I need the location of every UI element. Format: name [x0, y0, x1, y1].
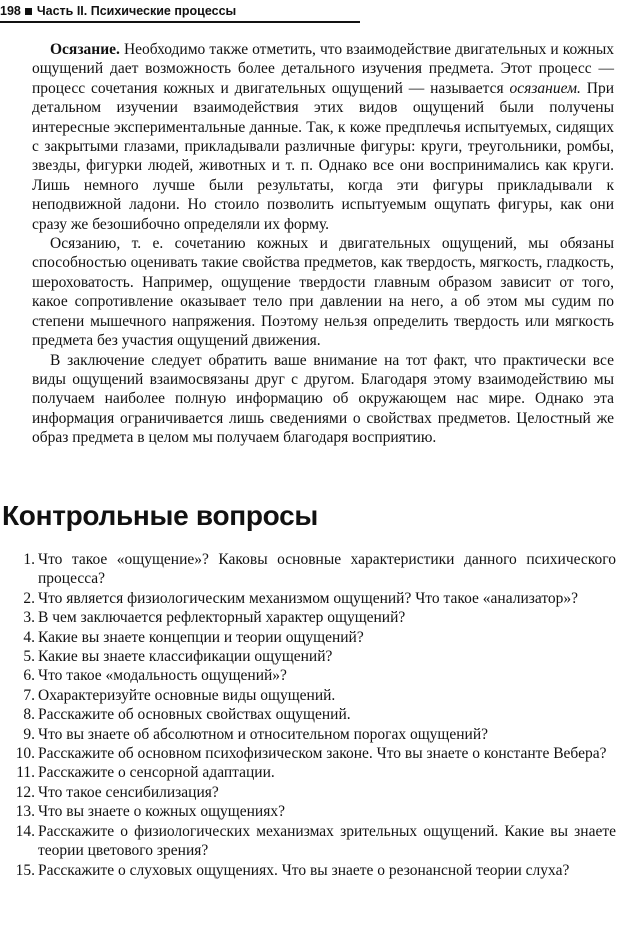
question-text: Какие вы знаете классификации ощущений?: [38, 648, 333, 666]
question-text: Что такое «модальность ощущений»?: [38, 667, 287, 685]
question-text: Что вы знаете об абсолютном и относительном порогах ощущений?: [38, 725, 489, 743]
square-bullet-icon: [25, 8, 32, 15]
question-item: [12, 763, 616, 782]
question-item: [12, 589, 616, 608]
questions-list: [12, 550, 616, 880]
question-item: [12, 686, 616, 705]
question-item: [12, 861, 616, 880]
question-item: [12, 550, 616, 589]
question-number: 15.: [15, 861, 35, 879]
question-text: В чем заключается рефлекторный характер ощущений?: [38, 609, 406, 627]
question-text: Расскажите о сенсорной адаптации.: [38, 764, 275, 782]
body-text: [32, 40, 614, 448]
question-item: [12, 647, 616, 666]
question-number: 10.: [15, 745, 35, 763]
question-text: Что такое сенсибилизация?: [38, 783, 219, 801]
question-text: Расскажите об основном психофизическом законе. Что вы знаете о константе Вебера?: [38, 745, 607, 763]
question-number: 4.: [23, 628, 35, 646]
page-number: 198: [0, 4, 21, 18]
italic-term: осязанием.: [509, 79, 581, 97]
question-number: 6.: [23, 667, 35, 685]
question-item: [12, 666, 616, 685]
header-rule: [0, 21, 360, 23]
question-number: 14.: [15, 822, 35, 840]
lead-term: Осязание.: [50, 41, 120, 58]
section-title: Контрольные вопросы: [2, 500, 318, 531]
question-text: Что такое «ощущение»? Каковы основные характеристики данного психического процесса?: [38, 551, 616, 588]
question-text: Расскажите об основных свойствах ощущений.: [38, 706, 351, 724]
question-item: [12, 725, 616, 744]
running-header: [0, 2, 360, 20]
question-item: [12, 705, 616, 724]
question-text: Какие вы знаете концепции и теории ощущений?: [38, 628, 364, 646]
question-item: [12, 608, 616, 627]
question-number: 7.: [23, 686, 35, 704]
question-item: [12, 744, 616, 763]
paragraph-1: [32, 40, 614, 234]
question-number: 13.: [15, 803, 35, 821]
question-number: 2.: [23, 589, 35, 607]
question-number: 11.: [16, 764, 35, 782]
question-number: 9.: [23, 725, 35, 743]
question-number: 12.: [15, 783, 35, 801]
running-title: Часть II. Психические процессы: [36, 4, 237, 18]
question-text: Расскажите о слуховых ощущениях. Что вы знаете о резонансной теории слуха?: [38, 861, 570, 879]
question-text: Что вы знаете о кожных ощущениях?: [38, 803, 285, 821]
paragraph-1-text-a: Необходимо также отметить, что взаимодействие двигательных и кожных ощущений дает возможность более детального изучения предмета. Этот процесс — процесс сочетания кожных и двигательных ощущений — называется: [32, 41, 615, 97]
question-item: [12, 783, 616, 802]
paragraph-3: В заключение следует обратить ваше внимание на тот факт, что практически все виды ощущений взаимосвязаны друг с другом. Благодаря этому взаимодействию мы получаем наиболее полную информацию об окружающем нас мире. Однако эта информация ограничивается лишь сведениями о свойствах предметов. Целостный же образ предмета в целом мы получаем благодаря восприятию.: [32, 351, 614, 447]
question-number: 8.: [23, 706, 35, 724]
question-item: [12, 628, 616, 647]
question-text: Расскажите о физиологических механизмах зрительных ощущений. Какие вы знаете теории цветового зрения?: [38, 822, 616, 860]
question-number: 1.: [23, 551, 35, 568]
question-number: 5.: [23, 648, 35, 666]
paragraph-2: Осязанию, т. е. сочетанию кожных и двигательных ощущений, мы обязаны способностью оценивать такие свойства предметов, как твердость, мягкость, гладкость, шероховатость. Например, ощущение твердости главным образом зависит от того, какое сопротивление оказывает тело при давлении на него, а об этом мы судим по степени мышечного напряжения. Поэтому нельзя определить твердость или мягкость предмета без участия ощущений движения.: [32, 235, 614, 350]
question-text: Охарактеризуйте основные виды ощущений.: [38, 686, 336, 704]
question-item: [12, 822, 616, 861]
question-text: Что является физиологическим механизмом ощущений? Что такое «анализатор»?: [38, 589, 579, 607]
paragraph-1-text-b: При детальном изучении взаимодействия этих видов ощущений были получены интересные экспериментальные данные. Так, к коже предплечья испытуемых, сидящих с закрытыми глазами, прикладывали различные фигуры: круги, треугольники, ромбы, звезды, фигурки людей, животных и т. п. Однако все они воспринимались как круги. Лишь немного лучше были результаты, когда эти фигуры прикладывали к неподвижной ладони. Но стоило позволить испытуемым ощупать фигуры, как они сразу же безошибочно определяли их форму.: [32, 79, 615, 233]
question-number: 3.: [23, 609, 35, 627]
question-item: [12, 802, 616, 821]
